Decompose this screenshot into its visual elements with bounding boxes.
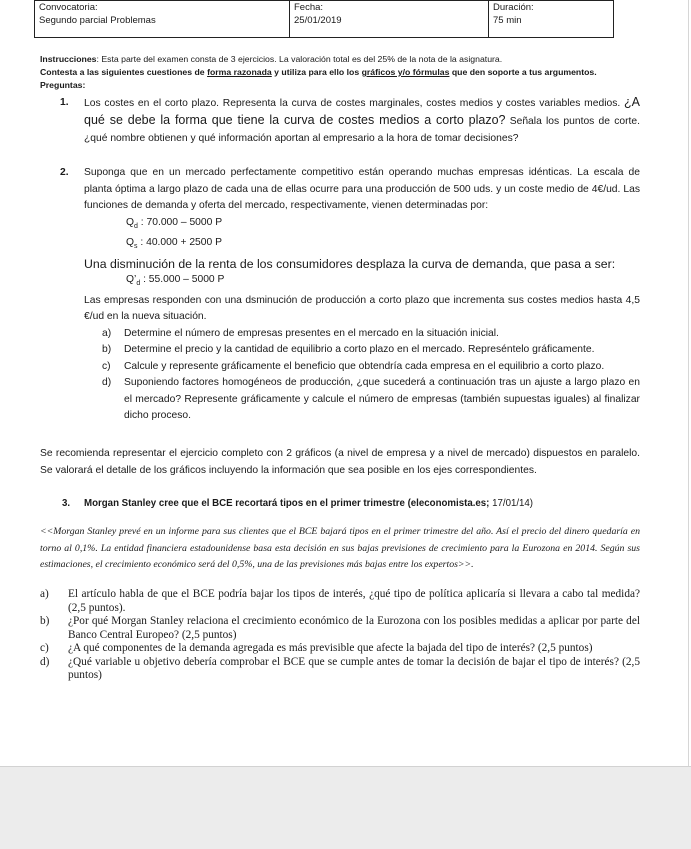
supply-equation [126, 235, 640, 256]
new-demand-subscript: d [136, 280, 141, 288]
supply-formula: : 40.000 + 2500 P [137, 237, 222, 249]
supply-symbol: Q [126, 237, 135, 249]
question-1-text [84, 94, 640, 147]
instructions-underline-1: forma razonada [207, 67, 272, 77]
question-1-part-3: Señala los puntos de corte. ¿qué nombre obtienen y qué información aportan al empresario a la hora de tomar decisiones? [84, 116, 640, 144]
item-text: Determine el precio y la cantidad de equilibrio a corto plazo en el mercado. Represéntelo gráficamente. [124, 344, 595, 356]
demand-formula: : 70.000 – 5000 P [137, 216, 223, 228]
list-item [102, 359, 640, 376]
question-2-intro: Suponga que en un mercado perfectamente competitivo están operando muchas empresas idénticas. La escala de planta óptima a largo plazo de cada una de ellas ocurre para una producción de 500 uds. y un coste medio de 4€/ud. Las funciones de demanda y oferta del mercado, respectivamente, vienen determinadas por: [84, 167, 640, 211]
instructions-text-c: que den soporte a tus argumentos. Preguntas: [40, 67, 597, 90]
fecha-value: 25/01/2019 [294, 15, 342, 26]
instructions-text-b: y utiliza para ello los [271, 67, 362, 77]
item-letter: d) [40, 655, 50, 668]
item-text: ¿Qué variable u objetivo debería comprobar el BCE que se cumple antes de tomar la decisión de bajar el tipo de interés? (2,5 puntos) [68, 655, 640, 681]
demand-symbol: Q [126, 216, 135, 228]
item-text: El artículo habla de que el BCE podría bajar los tipos de interés, ¿qué tipo de política aplicaría si llevara a cabo tal medida? (2,5 puntos). [68, 588, 640, 614]
question-3-items [40, 588, 640, 683]
article-quote: <<Morgan Stanley prevé en un informe para sus clientes que el BCE bajará tipos en el primer trimestre del año. Así el precio del dinero quedaría en torno al 0,1%. La entidad financiera estadounidense basa esta decisión en sus bajas previsiones de crecimiento para la Eurozona en 2014. Según sus estimaciones, el crecimiento económico será del 0,5%, una de las previsiones más bajas entre los expertos>>. [40, 526, 640, 570]
item-letter: c) [40, 642, 49, 654]
duracion-label: Duración: [493, 2, 534, 13]
item-letter: a) [102, 327, 112, 339]
instructions-line-2 [40, 66, 640, 92]
demand-equation [126, 215, 640, 236]
convocatoria-label: Convocatoria: [39, 2, 98, 13]
list-item [40, 656, 640, 683]
instructions-line-1 [40, 53, 640, 66]
item-letter: a) [40, 588, 49, 600]
question-1-number: 1. [60, 97, 69, 108]
list-item [102, 342, 640, 359]
question-2-items [102, 326, 640, 425]
question-3-heading [62, 498, 642, 509]
question-1 [60, 94, 640, 147]
instructions-text-a: Contesta a las siguientes cuestiones de [40, 67, 208, 77]
duracion-value: 75 min [493, 15, 522, 26]
new-demand-symbol: Q’ [126, 274, 137, 286]
new-demand-equation [126, 272, 640, 293]
page-bottom-margin [0, 766, 691, 849]
fecha-cell [290, 1, 489, 38]
supply-subscript: s [134, 243, 138, 251]
question-3-source: 17/01/14) [489, 498, 534, 509]
fecha-label: Fecha: [294, 2, 324, 13]
item-text: Calcule y represente gráficamente el beneficio que obtendría cada empresa en el equilibrio a corto plazo. [124, 360, 605, 372]
list-item [40, 588, 640, 615]
exam-header-table [34, 0, 614, 38]
new-demand-formula: : 55.000 – 5000 P [140, 274, 225, 286]
list-item [102, 375, 640, 425]
item-letter: b) [40, 615, 50, 627]
question-3-title-text: Morgan Stanley cree que el BCE recortará tipos en el primer trimestre (eleconomista.es; [84, 498, 490, 509]
convocatoria-cell [35, 1, 290, 38]
item-letter: d) [102, 377, 112, 389]
question-2 [60, 165, 640, 425]
instructions-label: Instrucciones [40, 54, 97, 64]
item-text: Determine el número de empresas presentes en el mercado en la situación inicial. [124, 327, 499, 339]
instructions-underline-2: gráficos y/o fórmulas [361, 67, 450, 77]
list-item [40, 642, 640, 656]
question-3-title [84, 498, 642, 509]
item-text: Suponiendo factores homogéneos de producción, ¿que sucederá a continuación tras un ajuste a largo plazo en el mercado? Represente gráficamente y calcule el número de empresas (también supuestas iguales) al finalizar dicho proceso. [124, 377, 640, 422]
firms-response-text: Las empresas responden con una dsminución de producción a corto plazo que incrementa sus costes medios hasta 4,5 €/ud en la nueva situación. [84, 294, 640, 323]
question-3-number: 3. [62, 498, 71, 509]
instructions [40, 53, 640, 92]
recommendation-text: Se recomienda representar el ejercicio completo con 2 gráficos (a nivel de empresa y a nivel de mercado) dispuestos en paralelo. Se valorará el detalle de los gráficos incluyendo la información que sea posible en los ejes correspondientes. [40, 448, 640, 476]
question-1-part-1: Los costes en el corto plazo. Representa la curva de costes marginales, costes medios y costes variables medios. [84, 98, 625, 109]
list-item [40, 615, 640, 642]
instructions-text: : Esta parte del examen consta de 3 ejercicios. La valoración total es del 25% de la nota de la asignatura. [96, 54, 503, 64]
question-1-part-2: ¿A qué se debe la forma que tiene la curva de costes medios a corto plazo? [84, 95, 640, 127]
item-letter: c) [102, 360, 111, 372]
question-2-number: 2. [60, 167, 69, 178]
demand-subscript: d [134, 222, 138, 230]
convocatoria-value: Segundo parcial Problemas [39, 15, 156, 26]
item-letter: b) [102, 344, 112, 356]
item-text: ¿Por qué Morgan Stanley relaciona el crecimiento económico de la Eurozona con los posibles medidas a aplicar por parte del Banco Central Europeo? (2,5 puntos) [68, 615, 640, 641]
item-text: ¿A qué componentes de la demanda agregada es más previsible que afecte la bajada del tipo de interés? (2,5 puntos) [68, 642, 593, 654]
duracion-cell [489, 1, 614, 38]
list-item [102, 326, 640, 343]
demand-shift-text: Una disminución de la renta de los consumidores desplaza la curva de demanda, que pasa a ser: [84, 256, 616, 271]
